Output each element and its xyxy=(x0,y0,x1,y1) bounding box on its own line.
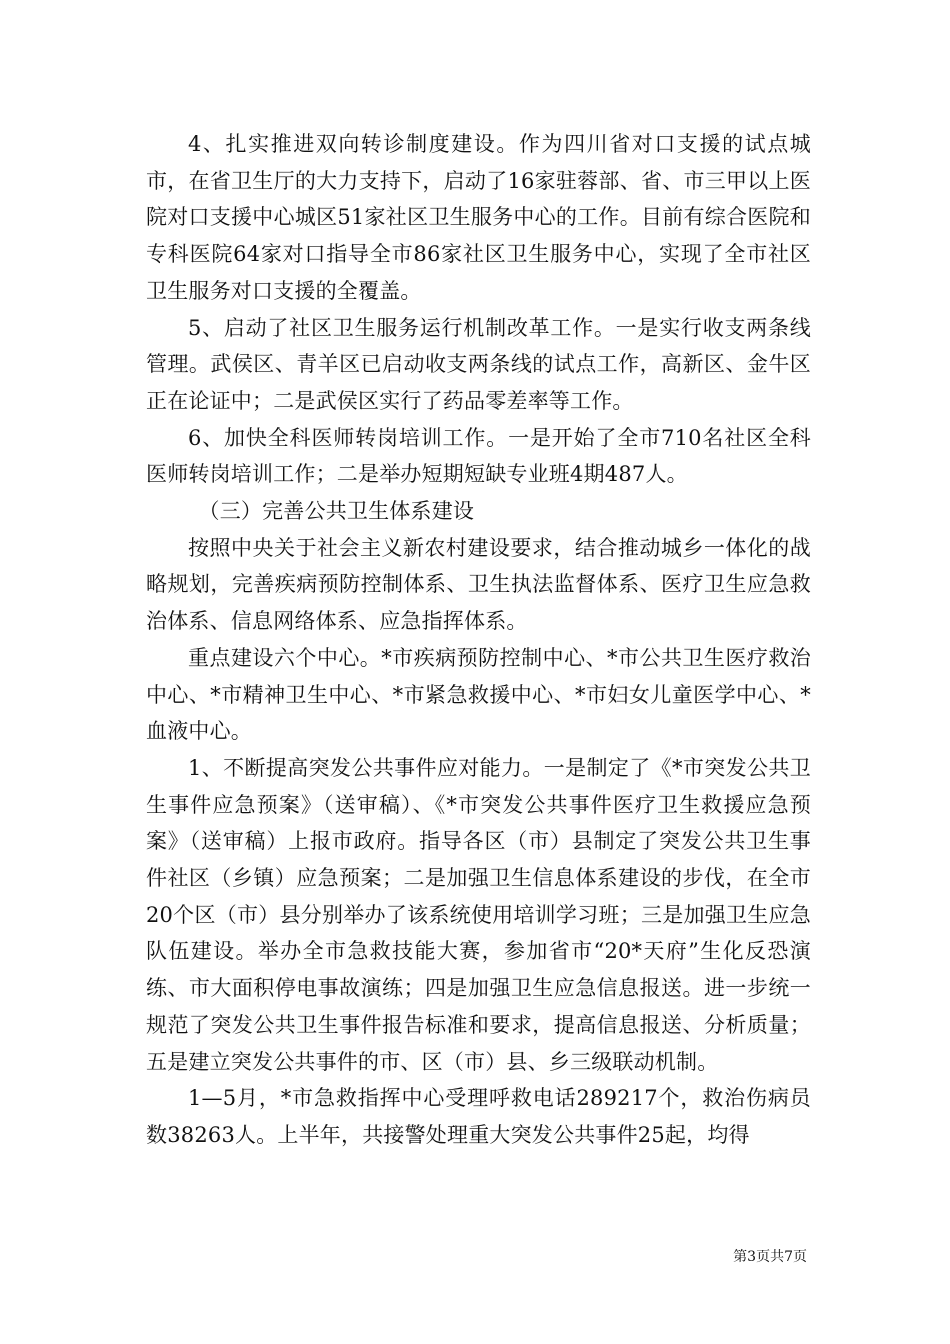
section-heading-public-health: （三）完善公共卫生体系建设 xyxy=(198,499,475,524)
paragraph-emergency-response: 1、不断提高突发公共事件应对能力。一是制定了《*市突发公共卫生事件应急预案》（送审稿）、《*市突发公共事件医疗卫生救援应急预案》（送审稿）上报市政府。指导各区（市）县制定了突发公共卫生事件社区（乡镇）应急预案；二是加强卫生信息体系建设的步伐，在全市20个区（市）县分别举办了该系统使用培训学习班；三是加强卫生应急队伍建设。举办全市急救技能大赛，参加省市“20*天府”生化反恐演练、市大面积停电事故演练；四是加强卫生应急信息报送。进一步统一规范了突发公共卫生事件报告标准和要求，提高信息报送、分析质量；五是建立突发公共事件的市、区（市）县、乡三级联动机制。 xyxy=(146,755,811,1074)
paragraph-emergency-statistics: 1—5月，*市急救指挥中心受理呼救电话289217个，救治伤病员数38263人。上半年，共接警处理重大突发公共事件25起，均得 xyxy=(146,1086,811,1147)
paragraph-gp-training: 6、加快全科医师转岗培训工作。一是开始了全市710名社区全科医师转岗培训工作；二是举办短期短缺专业班4期487人。 xyxy=(146,425,811,487)
page-number-footer: 第3页共7页 xyxy=(733,1249,807,1265)
paragraph-six-centers: 重点建设六个中心。*市疾病预防控制中心、*市公共卫生医疗救治中心、*市精神卫生中心、*市紧急救援中心、*市妇女儿童医学中心、*血液中心。 xyxy=(146,645,811,744)
paragraph-operation-reform: 5、启动了社区卫生服务运行机制改革工作。一是实行收支两条线管理。武侯区、青羊区已启动收支两条线的试点工作，高新区、金牛区正在论证中；二是武侯区实行了药品零差率等工作。 xyxy=(146,315,811,413)
document-body xyxy=(146,126,811,1154)
paragraph-referral-system: 4、扎实推进双向转诊制度建设。作为四川省对口支援的试点城市，在省卫生厅的大力支持下，启动了16家驻蓉部、省、市三甲以上医院对口支援中心城区51家社区卫生服务中心的工作。目前有综合医院和专科医院64家对口指导全市86家社区卫生服务中心，实现了全市社区卫生服务对口支援的全覆盖。 xyxy=(146,132,811,303)
paragraph-rural-construction: 按照中央关于社会主义新农村建设要求，结合推动城乡一体化的战略规划，完善疾病预防控制体系、卫生执法监督体系、医疗卫生应急救治体系、信息网络体系、应急指挥体系。 xyxy=(146,535,811,634)
